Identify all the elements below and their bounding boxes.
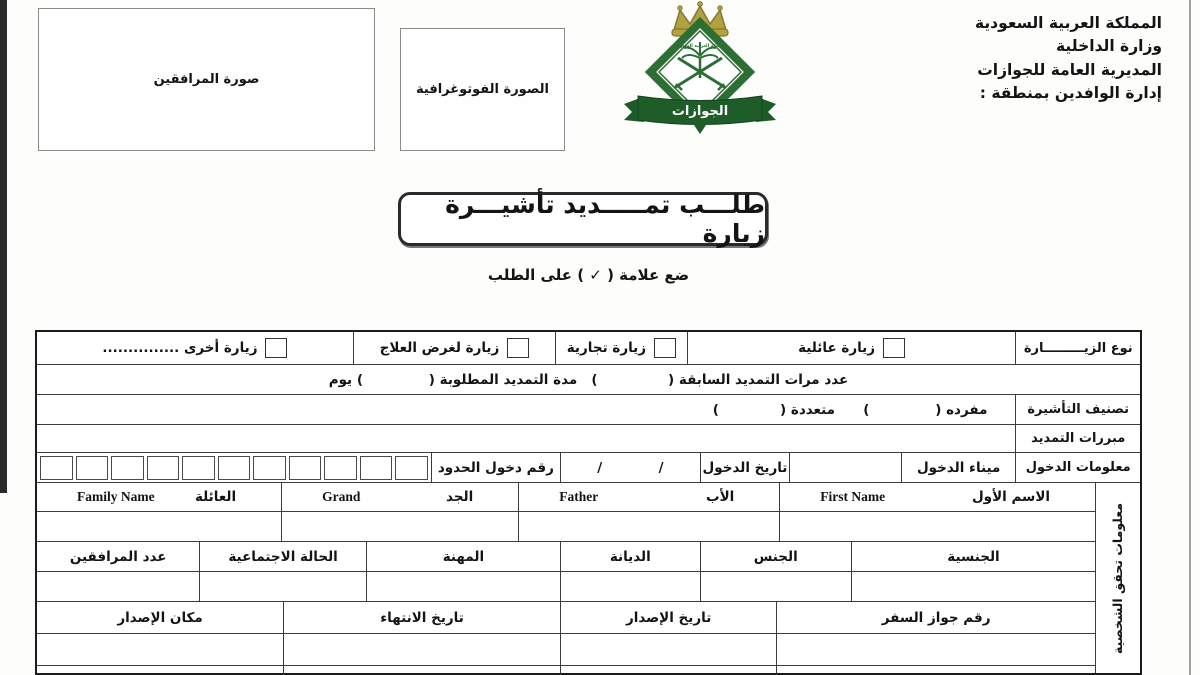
father-name-en: Father [559,489,599,504]
marital-status-header: الحالة الاجتماعية [199,542,365,571]
extensions-text[interactable]: عدد مرات التمديد السابقة ( ) مدة التمديد المطلوبة ( ) يوم [328,371,849,388]
grand-name-header [281,483,518,511]
marital-status-input[interactable] [199,572,365,601]
personal-section-main [37,483,1095,673]
grand-name-en: Grand [322,489,361,504]
logo-inner-text: المملكة العربية السعودية [672,44,728,49]
first-name-input[interactable] [779,512,1095,541]
first-name-en: First Name [820,489,886,504]
border-entry-number-label: رقم دخول الحدود [431,453,561,482]
entry-date-label: تاريخ الدخول [700,453,790,482]
entry-info-label: معلومات الدخول [1015,453,1140,482]
digit-box[interactable] [253,456,286,480]
digit-box[interactable] [218,456,251,480]
cutoff-cell [37,666,283,674]
companions-photo-box [38,8,375,151]
personal-section [37,482,1140,673]
issue-place-header: مكان الإصدار [117,609,203,626]
cutoff-cell [560,666,776,674]
expiry-date-header: تاريخ الانتهاء [283,602,560,633]
ministry-header [852,12,1162,105]
attributes-header-row [37,541,1095,571]
other-visit-checkbox[interactable] [265,338,287,358]
digit-box[interactable] [147,456,180,480]
gender-header: الجنس [700,542,851,571]
father-name-ar: الأب [706,489,735,505]
extensions-row [37,364,1140,394]
first-name-ar: الاسم الأول [971,489,1050,505]
companions-count-header: عدد المرافقين [69,548,167,565]
issue-place-input[interactable] [37,634,283,665]
justification-row [37,424,1140,452]
cutoff-cell [283,666,560,674]
issue-date-input[interactable] [560,634,776,665]
treatment-visit-label: زيارة لغرض العلاج [379,340,500,356]
other-visit-label: زيارة أخرى ............... [102,340,258,356]
ministry-line-passports: المديرية العامة للجوازات [977,60,1162,79]
passport-number-header: رقم جواز السفر [776,602,1095,633]
personal-section-side-label-cell [1095,483,1140,673]
checkmark-instruction: ضع علامة ( ✓ ) على الطلب [487,266,690,284]
form-title: طلـــب تمـــــديد تأشيـــرة زيارة [445,190,765,248]
logo-banner-text: الجوازات [671,104,729,119]
border-entry-number-digit-boxes [37,453,431,482]
classification-row [37,394,1140,424]
family-name-header [37,483,281,511]
nationality-header: الجنسية [851,542,1095,571]
companions-photo-label: صورة المرافقين [153,72,260,87]
grand-name-ar: الجد [446,489,474,505]
digit-box[interactable] [76,456,109,480]
first-name-header [779,483,1095,511]
classification-value[interactable]: مفرده ( ) متعددة ( ) [712,401,988,418]
form-table [35,330,1142,675]
visit-type-label: نوع الزيـــــــــارة [1015,332,1140,364]
entry-port-label: ميناء الدخول [901,453,1016,482]
treatment-visit-checkbox[interactable] [507,338,529,358]
attributes-input-row [37,571,1095,601]
religion-input[interactable] [560,572,699,601]
digit-box[interactable] [289,456,322,480]
visit-type-option-other [37,332,353,364]
logo-wrap [610,0,790,142]
digit-box[interactable] [324,456,357,480]
classification-label: تصنيف التأشيرة [1015,395,1140,424]
occupation-input[interactable] [366,572,560,601]
ministry-line-interior: وزارة الداخلية [1056,37,1162,56]
passport-number-input[interactable] [776,634,1095,665]
justification-label: مبررات التمديد [1015,425,1140,452]
digit-box[interactable] [395,456,428,480]
entry-port-input[interactable] [789,453,901,482]
occupation-header: المهنة [366,542,560,571]
family-visit-label: زيارة عائلية [798,340,876,356]
general-directorate-of-passports-logo [610,0,790,142]
nationality-input[interactable] [851,572,1095,601]
passport-input-row [37,633,1095,665]
name-header-row [37,483,1095,511]
gender-input[interactable] [700,572,851,601]
scan-left-edge [0,0,7,493]
father-name-header [518,483,779,511]
entry-date-input[interactable]: / / [560,453,700,482]
digit-box[interactable] [360,456,393,480]
justification-input[interactable] [37,425,1015,452]
commercial-visit-label: زيارة تجارية [566,340,646,356]
passport-header-row [37,601,1095,633]
ministry-line-kingdom: المملكة العربية السعودية [974,14,1162,32]
family-name-en: Family Name [77,489,155,504]
personal-section-label: معلومات تحقق الشخصية [1110,502,1126,654]
name-input-row [37,511,1095,541]
photograph-box [400,28,565,151]
photograph-label: الصورة الفوتوغرافية [416,82,549,97]
digit-box[interactable] [40,456,73,480]
digit-box[interactable] [182,456,215,480]
digit-box[interactable] [111,456,144,480]
grand-name-input[interactable] [281,512,518,541]
visit-type-option-commercial [555,332,687,364]
scan-right-edge [1189,0,1191,675]
entry-info-row [37,452,1140,482]
religion-header: الديانة [560,542,699,571]
expiry-date-input[interactable] [283,634,560,665]
family-name-ar: العائلة [194,489,237,505]
form-title-box [398,192,768,246]
ministry-line-region: إدارة الوافدين بمنطقة : [979,83,1162,102]
family-visit-checkbox[interactable] [883,338,905,358]
companions-count-input[interactable] [37,572,199,601]
visit-type-option-family [687,332,1016,364]
visit-type-row [37,332,1140,364]
visit-type-option-treatment [353,332,555,364]
issue-date-header: تاريخ الإصدار [560,602,776,633]
commercial-visit-checkbox[interactable] [654,338,676,358]
family-name-input[interactable] [37,512,281,541]
cutoff-row [37,665,1095,674]
cutoff-cell [776,666,1095,674]
father-name-input[interactable] [518,512,779,541]
